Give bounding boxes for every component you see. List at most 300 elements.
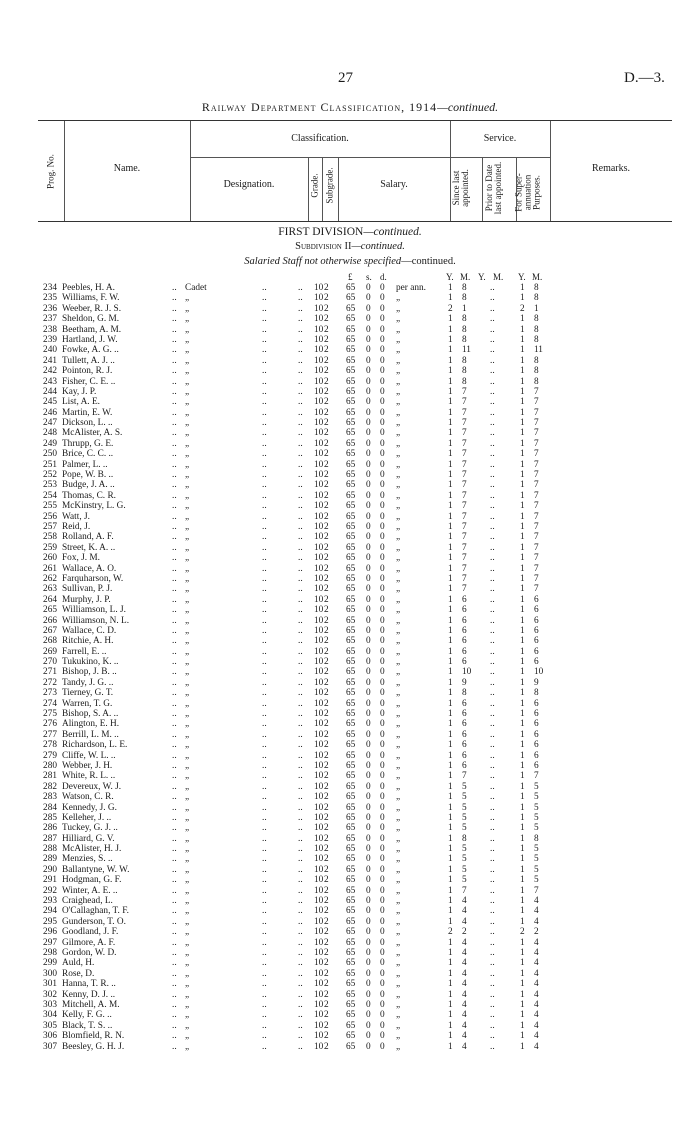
- salary-period-ditto: „: [396, 844, 401, 855]
- salary-pounds: 65: [346, 958, 356, 969]
- table-header: [38, 120, 672, 222]
- leader-dots: ..: [298, 490, 303, 501]
- subgrade: 2: [324, 480, 329, 491]
- since-years: 1: [448, 896, 453, 907]
- since-years: 1: [448, 667, 453, 678]
- staff-name: Tandy, J. G. ..: [62, 677, 114, 688]
- table-row: [0, 304, 700, 314]
- grade: 10: [314, 719, 324, 730]
- designation-ditto: „: [185, 625, 190, 636]
- salary-shillings: 0: [366, 449, 371, 460]
- salary-period-ditto: „: [396, 501, 401, 512]
- designation-ditto: „: [185, 833, 190, 844]
- subgrade: 2: [324, 438, 329, 449]
- since-months: 4: [462, 999, 467, 1010]
- since-months: 7: [462, 480, 467, 491]
- subgrade: 2: [324, 283, 329, 293]
- super-months: 6: [534, 594, 539, 605]
- grade: 10: [314, 438, 324, 449]
- leader-dots: ..: [172, 906, 177, 917]
- super-years: 1: [520, 760, 525, 771]
- leader-dots: ..: [172, 314, 177, 325]
- prog-no: 247: [43, 418, 57, 429]
- leader-dots: ..: [298, 729, 303, 740]
- prog-no: 267: [43, 625, 57, 636]
- subgrade: 2: [324, 812, 329, 823]
- leader-dots: ..: [262, 812, 267, 823]
- salary-pounds: 65: [346, 1010, 356, 1021]
- table-row: [0, 854, 700, 864]
- staff-name: Tukukino, K. ..: [62, 657, 119, 668]
- table-row: [0, 397, 700, 407]
- designation-ditto: „: [185, 293, 190, 304]
- prior-service: ..: [490, 521, 495, 532]
- leader-dots: ..: [262, 740, 267, 751]
- leader-dots: ..: [172, 1010, 177, 1021]
- subgrade: 2: [324, 833, 329, 844]
- prior-service: ..: [490, 1020, 495, 1031]
- salary-pounds: 65: [346, 428, 356, 439]
- super-years: 1: [520, 397, 525, 408]
- since-months: 5: [462, 875, 467, 886]
- prog-no: 246: [43, 407, 57, 418]
- since-months: 7: [462, 532, 467, 543]
- staff-name: Pope, W. B. ..: [62, 470, 114, 481]
- salary-shillings: 0: [366, 553, 371, 564]
- prog-no: 296: [43, 927, 57, 938]
- since-months: 7: [462, 553, 467, 564]
- unit-shillings: s.: [366, 272, 372, 282]
- grade: 10: [314, 418, 324, 429]
- prior-service: ..: [490, 573, 495, 584]
- leader-dots: ..: [172, 532, 177, 543]
- subgrade: 2: [324, 449, 329, 460]
- leader-dots: ..: [298, 719, 303, 730]
- since-years: 1: [448, 366, 453, 377]
- prog-no: 254: [43, 490, 57, 501]
- leader-dots: ..: [298, 553, 303, 564]
- designation-ditto: „: [185, 771, 190, 782]
- super-years: 1: [520, 542, 525, 553]
- since-years: 1: [448, 750, 453, 761]
- prog-no: 291: [43, 875, 57, 886]
- staff-name: Palmer, L. ..: [62, 459, 108, 470]
- unit-years-super: Y.: [518, 272, 526, 282]
- grade: 10: [314, 553, 324, 564]
- leader-dots: ..: [172, 896, 177, 907]
- leader-dots: ..: [298, 698, 303, 709]
- designation-ditto: „: [185, 480, 190, 491]
- salary-pence: 0: [380, 324, 385, 335]
- salary-pence: 0: [380, 823, 385, 834]
- since-months: 7: [462, 428, 467, 439]
- subgrade: 2: [324, 667, 329, 678]
- salary-period-ditto: „: [396, 314, 401, 325]
- leader-dots: ..: [172, 303, 177, 314]
- grade: 10: [314, 812, 324, 823]
- leader-dots: ..: [298, 501, 303, 512]
- table-row: [0, 678, 700, 688]
- salary-period-ditto: „: [396, 812, 401, 823]
- prior-service: ..: [490, 553, 495, 564]
- prog-no: 294: [43, 906, 57, 917]
- staff-name: Blomfield, R. N.: [62, 1031, 125, 1042]
- prior-service: ..: [490, 916, 495, 927]
- salary-period-ditto: „: [396, 698, 401, 709]
- salary-period-ditto: „: [396, 407, 401, 418]
- super-years: 1: [520, 864, 525, 875]
- leader-dots: ..: [298, 1041, 303, 1052]
- super-years: 2: [520, 303, 525, 314]
- super-months: 4: [534, 906, 539, 917]
- since-years: 1: [448, 781, 453, 792]
- designation-ditto: „: [185, 688, 190, 699]
- since-months: 6: [462, 625, 467, 636]
- prog-no: 286: [43, 823, 57, 834]
- designation-ditto: „: [185, 844, 190, 855]
- leader-dots: ..: [262, 615, 267, 626]
- super-months: 5: [534, 823, 539, 834]
- staff-name: Budge, J. A. ..: [62, 480, 115, 491]
- staff-name: Black, T. S. ..: [62, 1020, 113, 1031]
- since-months: 5: [462, 812, 467, 823]
- staff-name: Warren, T. G.: [62, 698, 113, 709]
- salary-shillings: 0: [366, 781, 371, 792]
- since-months: 4: [462, 916, 467, 927]
- prog-no: 238: [43, 324, 57, 335]
- table-row: [0, 314, 700, 324]
- designation-ditto: „: [185, 470, 190, 481]
- salary-shillings: 0: [366, 927, 371, 938]
- super-months: 6: [534, 760, 539, 771]
- salary-pounds: 65: [346, 438, 356, 449]
- grade: 10: [314, 1020, 324, 1031]
- leader-dots: ..: [262, 677, 267, 688]
- since-years: 1: [448, 740, 453, 751]
- salary-pounds: 65: [346, 625, 356, 636]
- salary-period-ditto: „: [396, 937, 401, 948]
- table-row: [0, 782, 700, 792]
- salary-pounds: 65: [346, 812, 356, 823]
- staff-heading-text: Salaried Staff not otherwise specified: [244, 256, 402, 267]
- table-row: [0, 803, 700, 813]
- designation-ditto: „: [185, 573, 190, 584]
- grade: 10: [314, 459, 324, 470]
- leader-dots: ..: [298, 324, 303, 335]
- designation-ditto: „: [185, 646, 190, 657]
- salary-shillings: 0: [366, 906, 371, 917]
- designation-ditto: „: [185, 407, 190, 418]
- leader-dots: ..: [298, 397, 303, 408]
- super-years: 1: [520, 657, 525, 668]
- division-heading: [0, 226, 700, 238]
- staff-name: Tierney, G. T.: [62, 688, 114, 699]
- table-row: [0, 657, 700, 667]
- super-months: 6: [534, 740, 539, 751]
- super-years: 1: [520, 719, 525, 730]
- salary-pounds: 65: [346, 470, 356, 481]
- super-months: 8: [534, 833, 539, 844]
- salary-pounds: 65: [346, 355, 356, 366]
- leader-dots: ..: [262, 511, 267, 522]
- since-years: 1: [448, 729, 453, 740]
- salary-period-ditto: „: [396, 293, 401, 304]
- leader-dots: ..: [262, 958, 267, 969]
- leader-dots: ..: [172, 584, 177, 595]
- salary-pence: 0: [380, 605, 385, 616]
- salary-pounds: 65: [346, 698, 356, 709]
- table-row: [0, 377, 700, 387]
- table-row: [0, 875, 700, 885]
- salary-period-ditto: „: [396, 688, 401, 699]
- super-years: 1: [520, 729, 525, 740]
- designation-ditto: „: [185, 740, 190, 751]
- salary-period-ditto: „: [396, 563, 401, 574]
- since-months: 7: [462, 885, 467, 896]
- salary-pence: 0: [380, 1010, 385, 1021]
- table-row: [0, 719, 700, 729]
- leader-dots: ..: [262, 283, 267, 293]
- leader-dots: ..: [298, 844, 303, 855]
- prior-service: ..: [490, 293, 495, 304]
- grade: 10: [314, 1010, 324, 1021]
- table-row: [0, 293, 700, 303]
- salary-pence: 0: [380, 418, 385, 429]
- prog-no: 256: [43, 511, 57, 522]
- since-years: 1: [448, 314, 453, 325]
- salary-period-ditto: „: [396, 303, 401, 314]
- super-months: 6: [534, 729, 539, 740]
- salary-pence: 0: [380, 293, 385, 304]
- since-years: 1: [448, 792, 453, 803]
- staff-name: Brice, C. C. ..: [62, 449, 114, 460]
- staff-name: Hanna, T. R. ..: [62, 979, 116, 990]
- salary-pence: 0: [380, 875, 385, 886]
- prog-no: 307: [43, 1041, 57, 1052]
- leader-dots: ..: [262, 802, 267, 813]
- designation-ditto: „: [185, 636, 190, 647]
- since-years: 1: [448, 584, 453, 595]
- salary-shillings: 0: [366, 812, 371, 823]
- prior-service: ..: [490, 802, 495, 813]
- grade: 10: [314, 657, 324, 668]
- since-years: 1: [448, 698, 453, 709]
- salary-period-ditto: „: [396, 532, 401, 543]
- since-years: 1: [448, 854, 453, 865]
- leader-dots: ..: [172, 999, 177, 1010]
- salary-period-ditto: „: [396, 1010, 401, 1021]
- subgrade: 2: [324, 407, 329, 418]
- salary-pence: 0: [380, 397, 385, 408]
- designation-ditto: „: [185, 428, 190, 439]
- staff-name: Beesley, G. H. J.: [62, 1041, 125, 1052]
- grade: 10: [314, 584, 324, 595]
- staff-heading-suffix: —continued.: [401, 256, 456, 267]
- subdivision-heading: [0, 241, 700, 252]
- salary-shillings: 0: [366, 896, 371, 907]
- staff-name: Wallace, C. D.: [62, 625, 117, 636]
- leader-dots: ..: [172, 729, 177, 740]
- since-years: 1: [448, 709, 453, 720]
- salary-pounds: 65: [346, 532, 356, 543]
- leader-dots: ..: [262, 521, 267, 532]
- table-row: [0, 886, 700, 896]
- salary-shillings: 0: [366, 490, 371, 501]
- leader-dots: ..: [262, 345, 267, 356]
- table-row: [0, 823, 700, 833]
- running-title-suffix: —continued.: [437, 100, 499, 114]
- salary-shillings: 0: [366, 584, 371, 595]
- table-row: [0, 865, 700, 875]
- salary-period-ditto: „: [396, 511, 401, 522]
- super-months: 6: [534, 698, 539, 709]
- leader-dots: ..: [262, 1010, 267, 1021]
- leader-dots: ..: [262, 532, 267, 543]
- super-months: 6: [534, 615, 539, 626]
- prog-no: 236: [43, 303, 57, 314]
- prog-no: 263: [43, 584, 57, 595]
- leader-dots: ..: [298, 449, 303, 460]
- prog-no: 298: [43, 948, 57, 958]
- leader-dots: ..: [298, 823, 303, 834]
- salary-period-ditto: „: [396, 781, 401, 792]
- salary-pence: 0: [380, 792, 385, 803]
- leader-dots: ..: [172, 501, 177, 512]
- leader-dots: ..: [262, 407, 267, 418]
- super-months: 7: [534, 521, 539, 532]
- subgrade: 2: [324, 740, 329, 751]
- prog-no: 295: [43, 916, 57, 927]
- super-months: 7: [534, 459, 539, 470]
- table-row: [0, 553, 700, 563]
- designation-ditto: „: [185, 1031, 190, 1042]
- salary-shillings: 0: [366, 459, 371, 470]
- super-months: 5: [534, 792, 539, 803]
- since-months: 6: [462, 646, 467, 657]
- since-months: 4: [462, 979, 467, 990]
- leader-dots: ..: [298, 854, 303, 865]
- leader-dots: ..: [172, 698, 177, 709]
- super-years: 1: [520, 906, 525, 917]
- salary-pence: 0: [380, 760, 385, 771]
- prog-no: 303: [43, 999, 57, 1010]
- leader-dots: ..: [262, 667, 267, 678]
- subgrade: 2: [324, 303, 329, 314]
- staff-name: Kelly, F. G. ..: [62, 1010, 112, 1021]
- leader-dots: ..: [262, 386, 267, 397]
- prog-no: 283: [43, 792, 57, 803]
- salary-pence: 0: [380, 771, 385, 782]
- salary-shillings: 0: [366, 792, 371, 803]
- salary-pence: 0: [380, 937, 385, 948]
- leader-dots: ..: [298, 885, 303, 896]
- super-months: 6: [534, 625, 539, 636]
- super-years: 1: [520, 345, 525, 356]
- leader-dots: ..: [172, 386, 177, 397]
- salary-pounds: 65: [346, 719, 356, 730]
- leader-dots: ..: [262, 573, 267, 584]
- since-months: 8: [462, 688, 467, 699]
- prog-no: 259: [43, 542, 57, 553]
- leader-dots: ..: [262, 989, 267, 1000]
- staff-name: Pointon, R. J.: [62, 366, 113, 377]
- super-years: 1: [520, 584, 525, 595]
- since-years: 1: [448, 594, 453, 605]
- salary-pounds: 65: [346, 366, 356, 377]
- leader-dots: ..: [262, 968, 267, 979]
- salary-pence: 0: [380, 781, 385, 792]
- salary-pounds: 65: [346, 999, 356, 1010]
- super-years: 1: [520, 802, 525, 813]
- grade: 10: [314, 324, 324, 335]
- salary-pounds: 65: [346, 376, 356, 387]
- leader-dots: ..: [298, 314, 303, 325]
- salary-pence: 0: [380, 355, 385, 366]
- leader-dots: ..: [262, 916, 267, 927]
- grade: 10: [314, 355, 324, 366]
- leader-dots: ..: [298, 677, 303, 688]
- staff-name: McAlister, A. S.: [62, 428, 123, 439]
- staff-name: Hilliard, G. V.: [62, 833, 115, 844]
- table-row: [0, 439, 700, 449]
- staff-name: Craighead, L.: [62, 896, 113, 907]
- salary-pounds: 65: [346, 760, 356, 771]
- prog-no: 239: [43, 334, 57, 345]
- super-years: 1: [520, 459, 525, 470]
- designation-ditto: „: [185, 1020, 190, 1031]
- super-years: 1: [520, 709, 525, 720]
- salary-shillings: 0: [366, 594, 371, 605]
- salary-shillings: 0: [366, 376, 371, 387]
- staff-name: Beetham, A. M.: [62, 324, 122, 335]
- super-years: 1: [520, 293, 525, 304]
- since-months: 4: [462, 937, 467, 948]
- subgrade: 2: [324, 854, 329, 865]
- prog-no: 285: [43, 812, 57, 823]
- prior-service: ..: [490, 1031, 495, 1042]
- salary-pence: 0: [380, 615, 385, 626]
- staff-name: Dickson, L. ..: [62, 418, 113, 429]
- grade: 10: [314, 366, 324, 377]
- subgrade: 2: [324, 781, 329, 792]
- prog-no: 248: [43, 428, 57, 439]
- salary-pounds: 65: [346, 927, 356, 938]
- salary-shillings: 0: [366, 480, 371, 491]
- super-years: 1: [520, 438, 525, 449]
- super-months: 8: [534, 324, 539, 335]
- designation-ditto: „: [185, 459, 190, 470]
- super-years: 1: [520, 812, 525, 823]
- subgrade: 2: [324, 418, 329, 429]
- salary-period-ditto: „: [396, 1031, 401, 1042]
- grade: 10: [314, 760, 324, 771]
- super-years: 1: [520, 449, 525, 460]
- salary-pence: 0: [380, 833, 385, 844]
- subgrade: 2: [324, 646, 329, 657]
- since-years: 1: [448, 958, 453, 969]
- staff-name: Hodgman, G. F.: [62, 875, 122, 886]
- since-years: 1: [448, 1010, 453, 1021]
- subgrade: 2: [324, 355, 329, 366]
- since-months: 4: [462, 948, 467, 958]
- salary-shillings: 0: [366, 844, 371, 855]
- running-title-text: Railway Department Classification, 1914: [201, 100, 438, 114]
- salary-period-ditto: „: [396, 864, 401, 875]
- since-years: 1: [448, 511, 453, 522]
- leader-dots: ..: [172, 511, 177, 522]
- super-years: 1: [520, 1041, 525, 1052]
- grade: 10: [314, 1041, 324, 1052]
